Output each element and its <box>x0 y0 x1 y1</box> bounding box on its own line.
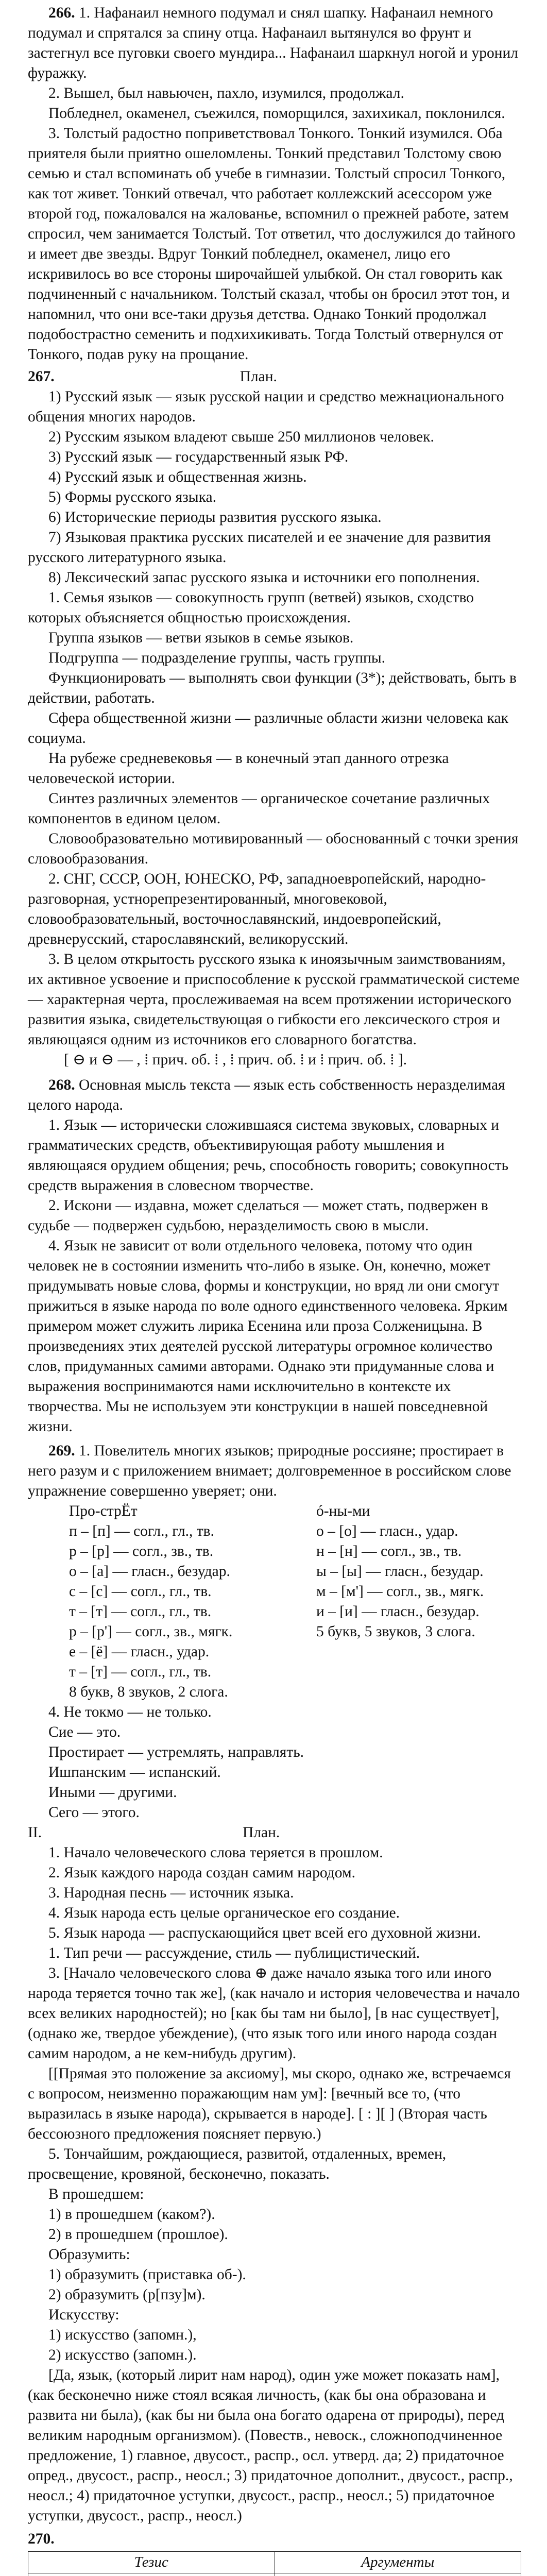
page-text <box>28 3 521 2576</box>
exercise-number: 269. <box>48 1443 75 1459</box>
ex269-p4a: 4. Не токмо — не только. <box>28 1702 521 1722</box>
column-header: Тезис <box>28 2552 275 2573</box>
ex268-p1: 1. Язык — исторически сложившаяся система звуковых, словарных и грамматических средств, объективирующая работу мышления и являющаяся орудием общения; речь, способность говорить; совокупность средств выражения в словесном творчестве. <box>28 1115 521 1196</box>
plan-item: 2) Русским языком владеют свыше 250 миллионов человек. <box>28 427 521 447</box>
ex267-heading <box>28 367 521 387</box>
table-header-row <box>28 2552 521 2573</box>
plan-title: План. <box>243 1824 280 1841</box>
phonetic-line: н – [н] — согл., зв., тв. <box>316 1541 502 1562</box>
ex268-p2: 2. Искони — издавна, может сделаться — может стать, подвержен в судьбе — подвержен судьбою, неразделимость свою в мысли. <box>28 1196 521 1236</box>
ex267-s1: 1. Семья языков — совокупность групп (ветвей) языков, сходство которых объясняется общностью происхождения. <box>28 588 521 628</box>
ex269-p4d: Ишпанским — испанский. <box>28 1762 521 1783</box>
plan-item: 3. Народная песнь — источник языка. <box>28 1883 521 1903</box>
table-row <box>28 2573 521 2576</box>
phonetic-word: Про-стрЁт <box>69 1501 254 1521</box>
ex267-s3: 3. В целом открытость русского языка к иноязычным заимствованиям, их активное усвоение и приспособление к русской грамматической системе — характерная черта, прослеживаемая на всем протяжении исторического развития языка, свидетельствующая о гибкости его лексического строя и являющаяся одним из источников его словарного богатства. <box>28 950 521 1050</box>
phonetic-line: с – [с] — согл., гл., тв. <box>69 1582 254 1602</box>
ex269-isk1: 1) искусство (запомн.), <box>28 2325 521 2345</box>
phonetic-line: т – [т] — согл., гл., тв. <box>69 1662 254 1682</box>
phonetic-line: о – [о] — гласн., удар. <box>316 1521 502 1541</box>
phonetic-line: е – [ё] — гласн., удар. <box>69 1642 254 1662</box>
ex269-pr-head: В прошедшем: <box>28 2184 521 2205</box>
ex269-isk2: 2) искусство (запомн.). <box>28 2345 521 2365</box>
table-cell <box>275 2573 521 2576</box>
exercise-number: 267. <box>28 368 55 385</box>
phonetic-right <box>316 1501 502 1702</box>
plan-item: 8) Лексический запас русского языка и источники его пополнения. <box>28 568 521 588</box>
ex269-p4e: Иными — другими. <box>28 1783 521 1803</box>
plan-item: 5) Формы русского языка. <box>28 487 521 507</box>
ex268-lead: 268. Основная мысль текста — язык есть собственность неразделимая целого народа. <box>28 1075 521 1115</box>
plan-item: 1) Русский язык — язык русской нации и средство межнационального общения многих народов. <box>28 387 521 427</box>
ex267-s1h: Словообразовательно мотивированный — обоснованный с точки зрения словообразования. <box>28 829 521 869</box>
plan-item: 4. Язык народа есть целые органическое его создание. <box>28 1903 521 1923</box>
plan-item: 4) Русский язык и общественная жизнь. <box>28 467 521 487</box>
phonetic-line: м – [м'] — согл., зв., мягк. <box>316 1582 502 1602</box>
ex269-t1: 1. Тип речи — рассуждение, стиль — публицистический. <box>28 1943 521 1963</box>
ex269-ob2: 2) образумить (р[пзу]м). <box>28 2285 521 2305</box>
exercise-number: 266. <box>48 5 75 21</box>
plan-item: 6) Исторические периоды развития русского языка. <box>28 507 521 528</box>
phonetic-analysis <box>28 1501 521 1702</box>
ex269-isk-head: Искусству: <box>28 2305 521 2325</box>
ex269-lead: 269. 1. Повелитель многих языков; природные россияне; простирает в него разум и с приложением внимает; долговременное в российском слове упражнение совершенно уверяет; они. <box>28 1441 521 1501</box>
phonetic-left <box>69 1501 254 1702</box>
ex267-s1e: Сфера общественной жизни — различные области жизни человека как социума. <box>28 708 521 749</box>
sentence-schema: [ ⊖ и ⊖ — , ⁞ прич. об. ⁞ , ⁞ прич. об. ⁞ и ⁞ прич. об. ⁞ ]. <box>28 1050 521 1070</box>
ex269-plan-heading <box>28 1823 521 1843</box>
phonetic-line: 5 букв, 5 звуков, 3 слога. <box>316 1622 502 1642</box>
ex269-p4f: Сего — этого. <box>28 1803 521 1823</box>
ex266-p4: 3. Толстый радостно поприветствовал Тонкого. Тонкий изумился. Оба приятеля были приятно ошеломлены. Тонкий представил Толстому свою семью и стал вспоминать об учебе в гимназии. Толстый спросил Тонкого, как тот живет. Тонкий отвечал, что работает коллежский асессором уже второй год, пожаловался на жалованье, вспомнил о прежней работе, затем спросил, чем занимается Толстый. Тот ответил, что дослужился до тайного и имеет две звезды. Вдруг Тонкий побледнел, окаменел, лицо его искривилось во все стороны широчайшей улыбкой. Он стал говорить как подчиненный с начальником. Толстый сказал, чтобы он бросил этот тон, и напомнил, что они все-таки друзья детства. Однако Тонкий продолжал подобострастно семенить и подхихикивать. Тогда Толстый отвернулся от Тонкого, подав руку на прощание. <box>28 124 521 365</box>
phonetic-line: р – [р'] — согл., зв., мягк. <box>69 1622 254 1642</box>
ex269-pr1: 1) в прошедшем (каком?). <box>28 2205 521 2225</box>
ex269-ob-head: Образумить: <box>28 2245 521 2265</box>
ex266-p3: Побледнел, окаменел, съежился, поморщился, захихикал, поклонился. <box>28 104 521 124</box>
column-header: Аргументы <box>275 2552 521 2573</box>
plan-item: 7) Языковая практика русских писателей и ее значение для развития русского литературного языка. <box>28 528 521 568</box>
plan-item: 3) Русский язык — государственный язык РФ. <box>28 447 521 467</box>
ex269-last: [Да, язык, (который лирит нам народ), один уже может показать нам], (как бесконечно ниже стоял всякая личность, (как бы она образована и развита ни была), (как бы ни была она богато одарена от природы), перед великим народным организмом). (Повеств., невоск., сложноподчиненное предложение, 1) главное, двусост., распр., осл. утверд. да; 2) придаточное опред., двусост., распр., неосл.; 3) придаточное дополнит., двусост., распр., неосл.; 4) придаточное уступки, двусост., распр., неосл.; 5) придаточное уступки, двусост., распр., неосл.) <box>28 2365 521 2526</box>
ex269-ob1: 1) образумить (приставка об-). <box>28 2265 521 2285</box>
ex269-t3b: [[Прямая это положение за аксиому], мы скоро, однако же, встречаемся с вопросом, неизменно поражающим нам ум]: [вечный все то, (что выразилась в языке народа), скрывается в народе]. [ : ][ ] (Вторая часть бессоюзного предложения поясняет первую.) <box>28 2064 521 2144</box>
ex270-heading <box>28 2529 521 2549</box>
plan-item: 1. Начало человеческого слова теряется в прошлом. <box>28 1843 521 1863</box>
phonetic-line: 8 букв, 8 звуков, 2 слога. <box>69 1682 254 1702</box>
ex266-p1: 266. 1. Нафанаил немного подумал и снял шапку. Нафанаил немного подумал и спрятался за спину отца. Нафанаил вытянулся во фрунт и застегнул все пуговки своего мундира... Нафанаил шаркнул ногой и уронил фуражку. <box>28 3 521 83</box>
phonetic-line: и – [и] — гласн., безудар. <box>316 1602 502 1622</box>
ex269-t3: 3. [Начало человеческого слова ⊕ даже начало языка того или иного народа теряется точно так же], (как начало и история человечества и начало всех великих народностей); но [как бы там ни было], [в нас существует], (однако же, твердое убеждение), (что язык того или иного народа создан самим народом, а не кем-нибудь другим). <box>28 1963 521 2064</box>
ex269-pr2: 2) в прошедшем (прошлое). <box>28 2225 521 2245</box>
ex267-s2: 2. СНГ, СССР, ООН, ЮНЕСКО, РФ, западноевропейский, народно-разговорная, устнорепрезентированный, многовековой, словообразовательный, восточнославянский, индоевропейский, древнерусский, старославянский, великорусский. <box>28 869 521 950</box>
ex267-s1c: Подгруппа — подразделение группы, часть группы. <box>28 648 521 668</box>
phonetic-line: р – [р] — согл., зв., тв. <box>69 1541 254 1562</box>
phonetic-line: п – [п] — согл., гл., тв. <box>69 1521 254 1541</box>
plan-item: 2. Язык каждого народа создан самим народом. <box>28 1863 521 1883</box>
ex267-s1f: На рубеже средневековья — в конечный этап данного отрезка человеческой истории. <box>28 749 521 789</box>
ex269-p4c: Простирает — устремлять, направлять. <box>28 1742 521 1762</box>
plan-title: План. <box>240 368 277 385</box>
section-two: II. <box>28 1824 42 1841</box>
thesis-table <box>28 2551 521 2576</box>
exercise-number: 270. <box>28 2531 55 2547</box>
phonetic-line: ы – [ы] — гласн., безудар. <box>316 1562 502 1582</box>
phonetic-line: т – [т] — согл., гл., тв. <box>69 1602 254 1622</box>
plan-item: 5. Язык народа — распускающийся цвет всей его духовной жизни. <box>28 1923 521 1943</box>
table-cell <box>28 2573 275 2576</box>
ex267-s1g: Синтез различных элементов — органическое сочетание различных компонентов в едином целом. <box>28 789 521 829</box>
ex266-p2: 2. Вышел, был навьючен, пахло, изумился, продолжал. <box>28 83 521 104</box>
phonetic-word: ó-ны-ми <box>316 1501 502 1521</box>
phonetic-line: о – [а] — гласн., безудар. <box>69 1562 254 1582</box>
ex268-p3: 4. Язык не зависит от воли отдельного человека, потому что один человек не в состоянии изменить что-либо в языке. Он, конечно, может придумывать новые слова, формы и конструкции, но вряд ли они смогут прижиться в языке народа по воле одного единственного человека. Ярким примером может служить лирика Есенина или проза Солженицына. В произведениях этих деятелей русской литературы огромное количество слов, придуманных самими авторами. Однако эти придуманные слова и выражения воспринимаются нами исключительно в контексте их творчества. Мы не используем эти конструкции в нашей повседневной жизни. <box>28 1236 521 1437</box>
ex267-s1b: Группа языков — ветви языков в семье языков. <box>28 628 521 648</box>
ex269-t5: 5. Тончайшим, рождающиеся, развитой, отдаленных, времен, просвещение, кровяной, бесконечно, показать. <box>28 2144 521 2184</box>
ex267-s1d: Функционировать — выполнять свои функции (3*); действовать, быть в действии, работать. <box>28 668 521 708</box>
exercise-number: 268. <box>48 1077 75 1093</box>
ex269-p4b: Сие — это. <box>28 1722 521 1742</box>
